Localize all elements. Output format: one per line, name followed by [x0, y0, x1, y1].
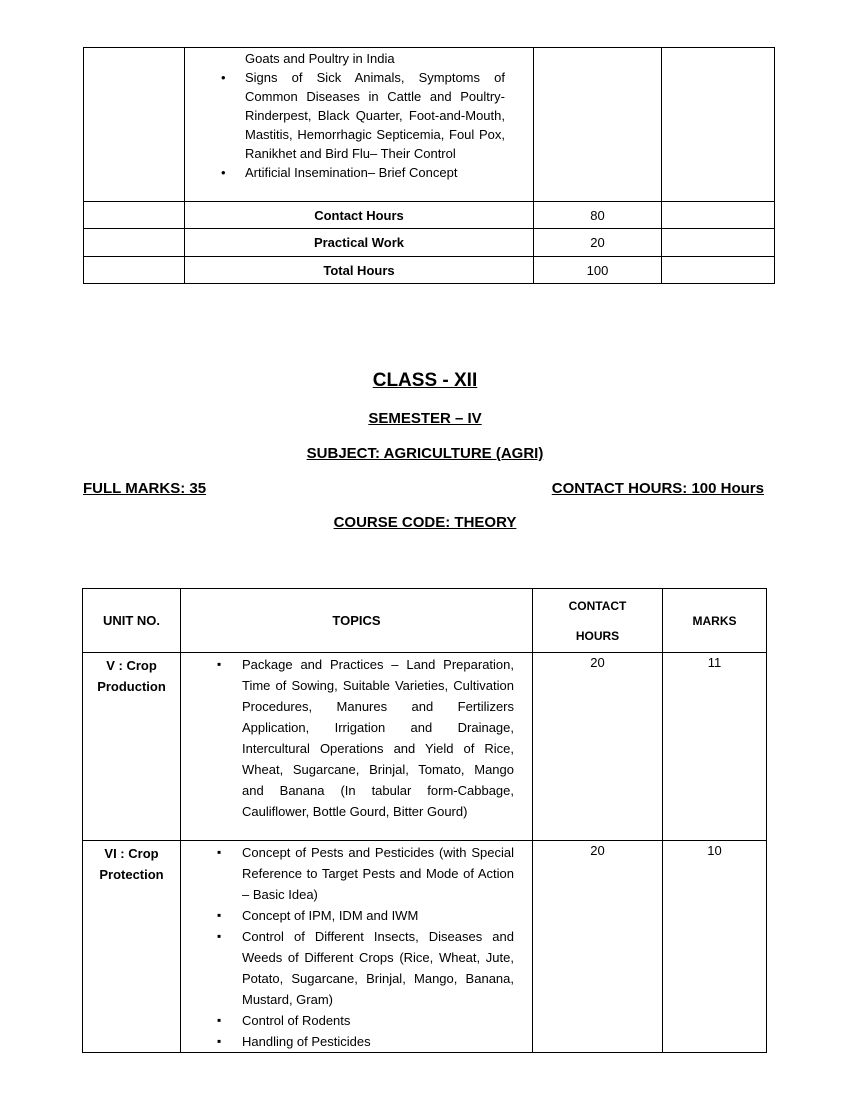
table-row — [83, 653, 767, 841]
unit-cell: V : Crop Production — [83, 653, 181, 841]
practical-work-value: 20 — [534, 229, 662, 257]
list-item: ▪ Package and Practices – Land Preparation, Time of Sowing, Suitable Varieties, Cultivation Procedures, Manures and Fertilizers Application, Irrigation and Drainage, Intercultural Operations and Yield of Rice, Wheat, Sugarcane, Brinjal, Tomato, Mango and Banana (In tabular form-Cabbage, Cauliflower, Bottle Gourd, Bitter Gourd) — [181, 654, 532, 822]
table-row — [84, 257, 775, 284]
list-item: Goats and Poultry in India — [245, 51, 395, 66]
topics-cell — [181, 653, 533, 841]
unit-cell: VI : Crop Protection — [83, 841, 181, 1053]
column-header-contact-hours: CONTACT HOURS — [533, 589, 663, 653]
practical-work-label: Practical Work — [185, 229, 534, 257]
class-title: CLASS - XII — [372, 370, 478, 391]
hours-cell: 20 — [533, 841, 663, 1053]
column-header-unit: UNIT NO. — [83, 589, 181, 653]
table-row — [84, 48, 775, 202]
unit-cell — [84, 48, 185, 202]
list-item: ▪ Control of Rodents — [181, 1010, 532, 1031]
topics-cell — [181, 841, 533, 1053]
column-header-marks: MARKS — [663, 589, 767, 653]
contact-hours-total: CONTACT HOURS: 100 Hours — [551, 480, 764, 497]
list-item: ▪ Concept of Pests and Pesticides (with Special Reference to Target Pests and Mode of Action – Basic Idea) — [181, 842, 532, 905]
list-item: ▪ Control of Different Insects, Diseases and Weeds of Different Crops (Rice, Wheat, Jute, Potato, Sugarcane, Brinjal, Mango, Banana, Mustard, Gram) — [181, 926, 532, 1010]
table-row — [84, 202, 775, 229]
marks-cell: 11 — [663, 653, 767, 841]
contact-hours-value: 80 — [534, 202, 662, 229]
semester-title: SEMESTER – IV — [368, 410, 482, 427]
list-item: • Signs of Sick Animals, Symptoms of Common Diseases in Cattle and Poultry- Rinderpest, Black Quarter, Foot-and-Mouth, Mastitis, Hemorrhagic Septicemia, Foul Pox, Ranikhet and Bird Flu– Their Control — [185, 68, 533, 163]
table-header-row — [83, 589, 767, 653]
marks-cell — [662, 48, 775, 202]
subject-title: SUBJECT: AGRICULTURE (AGRI) — [306, 445, 544, 462]
total-hours-value: 100 — [534, 257, 662, 284]
livestock-table-continuation — [83, 47, 775, 284]
contact-hours-label: Contact Hours — [185, 202, 534, 229]
marks-cell: 10 — [663, 841, 767, 1053]
column-header-topics: TOPICS — [181, 589, 533, 653]
hours-cell — [534, 48, 662, 202]
table-row — [84, 229, 775, 257]
list-item: ▪ Handling of Pesticides — [181, 1031, 532, 1052]
topics-cell — [185, 48, 534, 202]
list-item: • Artificial Insemination– Brief Concept — [185, 163, 533, 182]
syllabus-table — [82, 588, 767, 1053]
hours-cell: 20 — [533, 653, 663, 841]
list-item: ▪ Concept of IPM, IDM and IWM — [181, 905, 532, 926]
table-row — [83, 841, 767, 1053]
full-marks: FULL MARKS: 35 — [83, 480, 207, 497]
course-code: COURSE CODE: THEORY — [333, 514, 517, 531]
total-hours-label: Total Hours — [185, 257, 534, 284]
